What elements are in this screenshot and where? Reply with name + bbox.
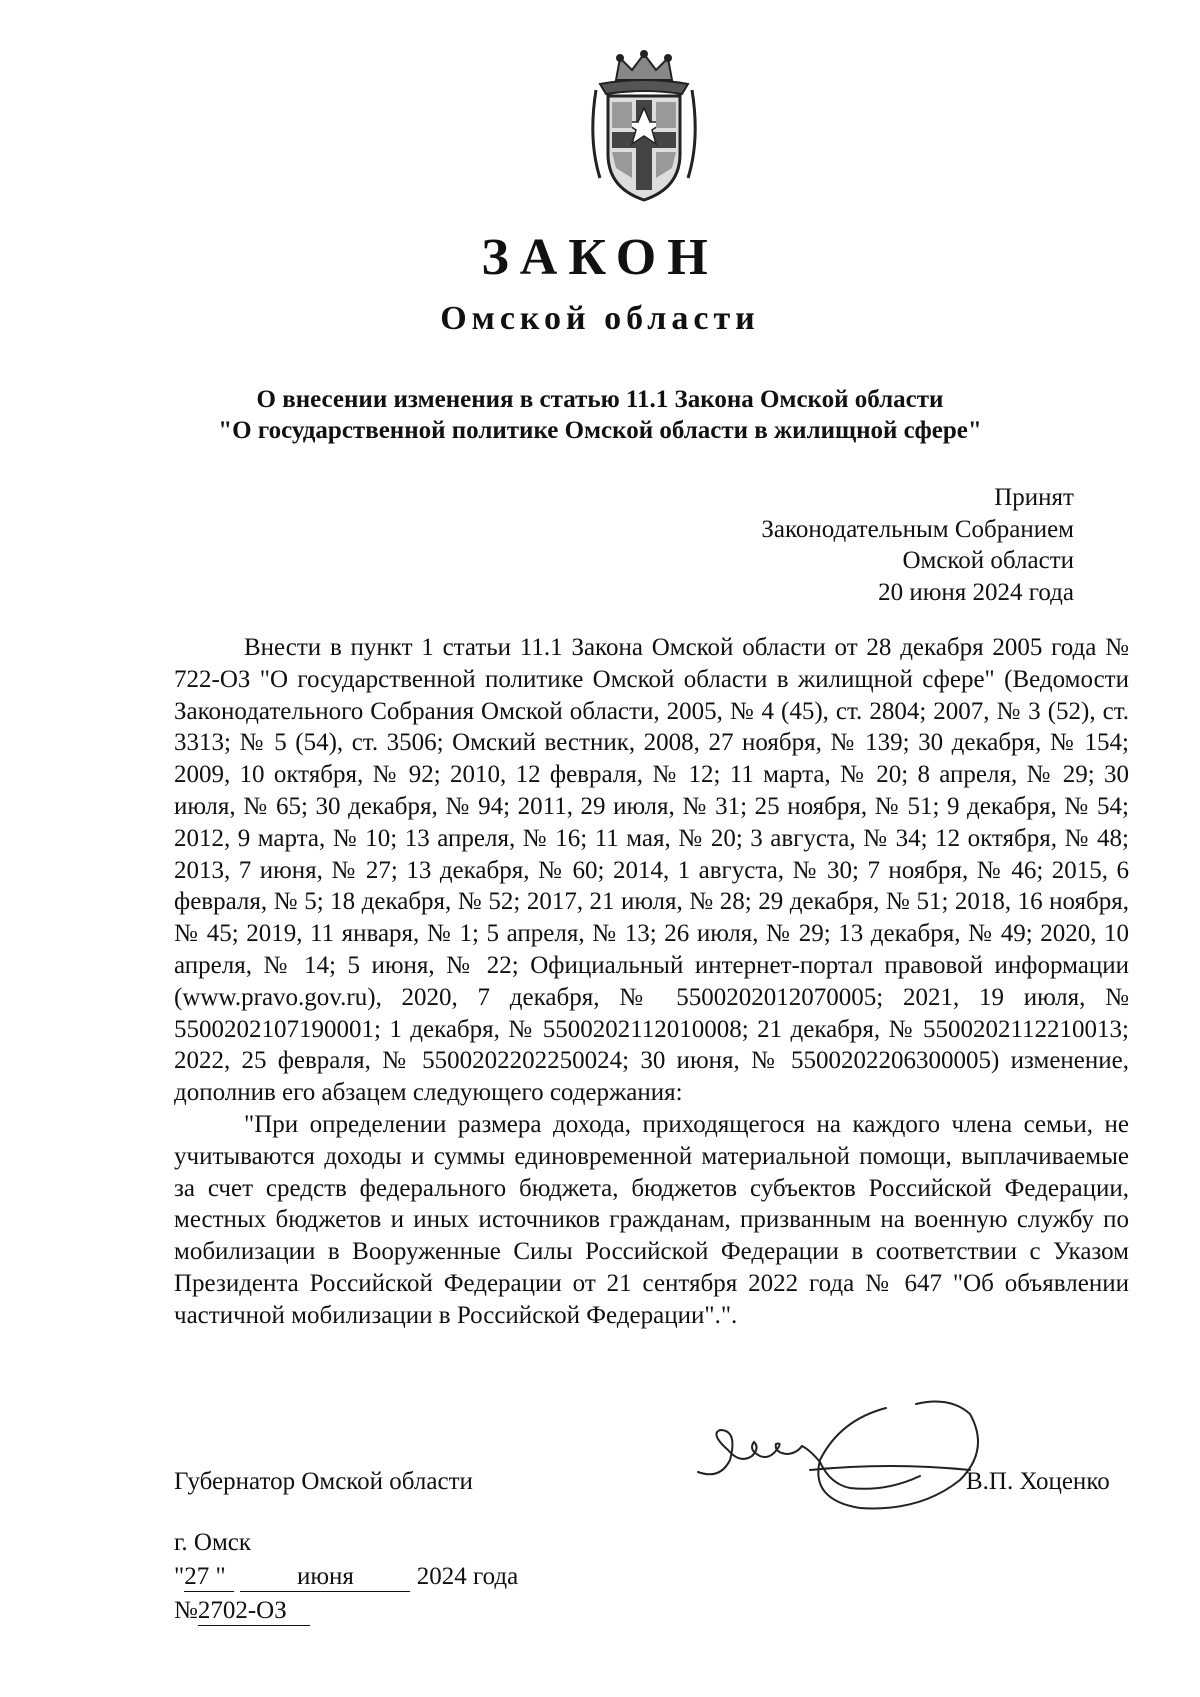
handwritten-signature (690, 1390, 1050, 1530)
date-day (184, 1563, 234, 1592)
date-open-quote: " (174, 1563, 185, 1590)
law-name (150, 384, 1050, 446)
law-body (174, 632, 1129, 1332)
signatory-name: В.П. Хоценко (966, 1468, 1110, 1495)
date-year: 2024 года (416, 1563, 519, 1590)
date-month: июня (240, 1563, 410, 1592)
adoption-line-3: Омской области (902, 547, 1074, 574)
adoption-notice (761, 482, 1074, 608)
adoption-date: 20 июня 2024 года (878, 578, 1074, 606)
body-paragraph-2: "При определении размера дохода, приходящегося на каждого члена семьи, не учитываются доходы и суммы единовременной материальной помощи, выплачиваемые за счет средств федерального бюджета, бюджетов субъектов Российской Федерации, местных бюджетов и иных источников гражданам, призванным на военную службу по мобилизации в Вооруженные Силы Российской Федерации в соответствии с Указом Президента Российской Федерации от 21 сентября 2022 года № 647 "Об объявлении частичной мобилизации в Российской Федерации".". (174, 1110, 1129, 1329)
law-number (174, 1597, 310, 1626)
signatory-position: Губернатор Омской области (174, 1468, 473, 1495)
place-of-signing: г. Омск (174, 1529, 252, 1556)
law-name-line-2: "О государственной политике Омской области в жилищной сфере" (218, 417, 982, 444)
signing-date (174, 1563, 518, 1592)
coat-of-arms-emblem (586, 50, 702, 204)
adoption-line-2: Законодательным Собранием (761, 515, 1074, 543)
adoption-line-1: Принят (994, 484, 1074, 511)
number-sign: № (174, 1597, 198, 1624)
law-number-value: 2702-ОЗ (198, 1597, 310, 1626)
date-close-quote: " (215, 1563, 226, 1590)
document-subtitle: Омской области (440, 300, 760, 337)
body-paragraph-1: Внести в пункт 1 статьи 11.1 Закона Омской области от 28 декабря 2005 года № 722-ОЗ "О государственной политике Омской области в жилищной сфере" (Ведомости Законодательного Собрания Омской области, 2005, № 4 (45), ст. 2804; 2007, № 3 (52), ст. 3313; № 5 (54), ст. 3506; Омский вестник, 2008, 27 ноября, № 139; 30 декабря, № 154; 2009, 10 октября, № 92; 2010, 12 февраля, № 12; 11 марта, № 20; 8 апреля, № 29; 30 июля, № 65; 30 декабря, № 94; 2011, 29 июля, № 31; 25 ноября, № 51; 9 декабря, № 54; 2012, 9 марта, № 10; 13 апреля, № 16; 11 мая, № 20; 3 августа, № 34; 12 октября, № 48; 2013, 7 июня, № 27; 13 декабря, № 60; 2014, 1 августа, № 30; 7 ноября, № 46; 2015, 6 февраля, № 5; 18 декабря, № 52; 2017, 21 июля, № 28; 29 декабря, № 51; 2018, 16 ноября, № 45; 2019, 11 января, № 1; 5 апреля, № 13; 26 июля, № 29; 13 декабря, № 49; 2020, 10 апреля, № 14; 5 июня, № 22; Официальный интернет-портал правовой информации (www.pravo.gov.ru), 2020, 7 декабря, № 5500202012070005; 2021, 19 июля, № 5500202107190001; 1 декабря, № 5500202112010008; 21 декабря, № 5500202112210013; 2022, 25 февраля, № 5500202202250024; 30 июня, № 5500202206300005) изменение, дополнив его абзацем следующего содержания: (174, 634, 1129, 1107)
date-day-value: 27 (184, 1563, 210, 1590)
law-name-line-1: О внесении изменения в статью 11.1 Закона Омской области (256, 386, 944, 413)
document-title: ЗАКОН (481, 229, 719, 286)
